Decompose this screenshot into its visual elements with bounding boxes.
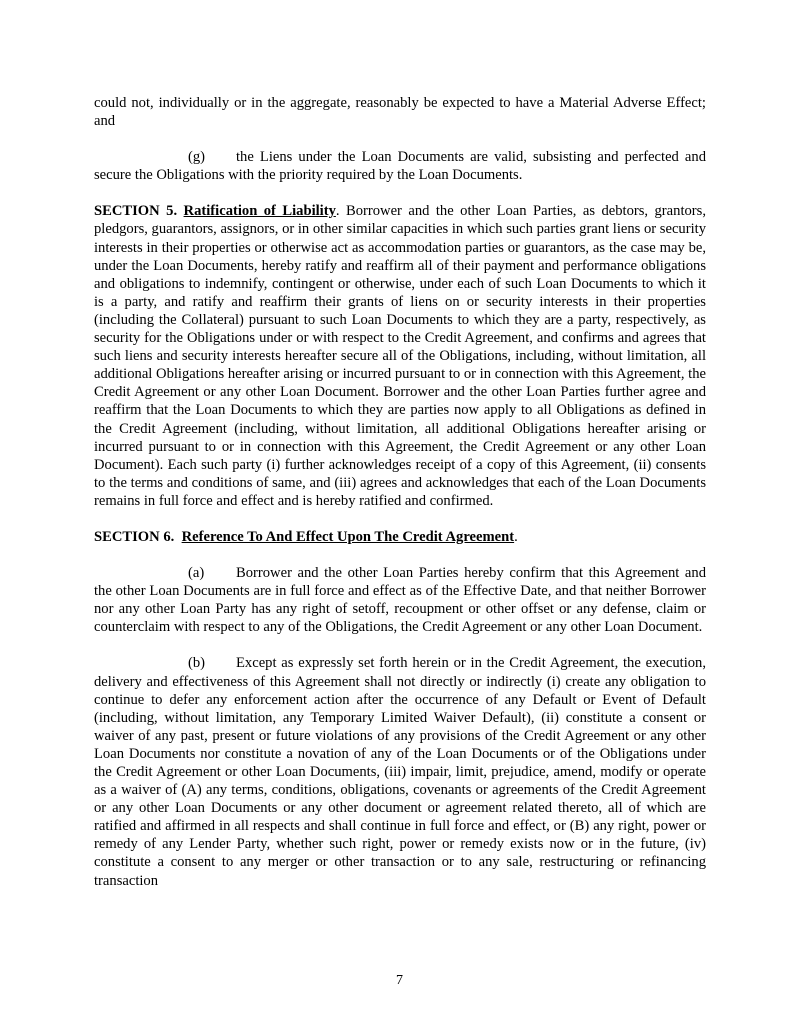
- spacer: [94, 184, 706, 202]
- section-5-body: . Borrower and the other Loan Parties, as debtors, grantors, pledgors, guarantors, assignors, or in other similar capacities in which such parties grant liens or security interests in their properties or otherwise act as accommodation parties or guarantors, as the case may be, under the Loan Documents, hereby ratify and reaffirm all of their payment and performance obligations and obligations to indemnify, contingent or otherwise, under each of such Loan Documents to which it is a party, and ratify and reaffirm their grants of liens on or security interests in their properties (including the Collateral) pursuant to such Loan Documents to which they are a party, respectively, as security for the Obligations under or with respect to the Credit Agreement, and confirms and agrees that such liens and security interests hereafter secure all of the Obligations, including, without limitation, all additional Obligations hereafter arising or incurred pursuant to or in connection with this Agreement, the Credit Agreement or any other Loan Document. Borrower and the other Loan Parties further agree and reaffirm that the Loan Documents to which they are parties now apply to all Obligations as defined in the Credit Agreement (including, without limitation, all additional Obligations hereafter arising or incurred pursuant to or in connection with this Agreement, the Credit Agreement or any other Loan Document). Each such party (i) further acknowledges receipt of a copy of this Agreement, (ii) consents to the terms and conditions of same, and (iii) agrees and acknowledges that each of the Loan Documents remains in full force and effect and is hereby ratified and confirmed.: [94, 203, 706, 509]
- section-5-number: SECTION 5.: [94, 203, 178, 220]
- section-6-paragraph-a: [94, 564, 706, 636]
- paragraph-f-continuation: could not, individually or in the aggregate, reasonably be expected to have a Material Adverse Effect; and: [94, 95, 706, 130]
- paragraph-g-text: the Liens under the Loan Documents are valid, subsisting and perfected and secure the Obligations with the priority required by the Loan Documents.: [94, 149, 706, 184]
- section-6-paragraph-a-label: (a): [188, 565, 205, 582]
- paragraph-g-label: (g): [188, 149, 206, 166]
- section-6-paragraph-b-text: Except as expressly set forth herein or in the Credit Agreement, the execution, delivery and effectiveness of this Agreement shall not directly or indirectly (i) create any obligation to continue to defer any enforcement action after the occurrence of any Default or Event of Default (including, without limitation, any Temporary Limited Waiver Default), (ii) constitute a consent or waiver of any past, present or future violations of any provisions of the Credit Agreement or any other Loan Documents nor constitute a novation of any of the Loan Documents or of the Obligations under the Credit Agreement or other Loan Documents, (iii) impair, limit, prejudice, amend, modify or operate as a waiver of (A) any terms, conditions, obligations, covenants or agreements of the Credit Agreement or any other Loan Documents or any other document or agreement related thereto, all of which are ratified and affirmed in all respects and shall continue in full force and effect, or (B) any right, power or remedy of any Lender Party, whether such right, power or remedy exists now or in the future, (iv) constitute a consent to any merger or other transaction or to any sale, restructuring or refinancing transaction: [94, 655, 706, 889]
- spacer: [94, 636, 706, 654]
- section-6-number: SECTION 6.: [94, 528, 175, 545]
- spacer: [94, 510, 706, 528]
- spacer: [94, 130, 706, 148]
- section-6-heading: [94, 528, 706, 546]
- section-6-paragraph-a-text: Borrower and the other Loan Parties hereby confirm that this Agreement and the other Loan Documents are in full force and effect as of the Effective Date, and that neither Borrower nor any other Loan Party has any right of setoff, recoupment or other offset or any defense, claim or counterclaim with respect to any of the Obligations, the Credit Agreement or any other Loan Document.: [94, 565, 706, 636]
- section-6-paragraph-b-label: (b): [188, 655, 206, 672]
- paragraph-g: [94, 148, 706, 184]
- page-number: 7: [396, 973, 403, 988]
- section-6-paragraph-b: [94, 654, 706, 889]
- section-5: [94, 202, 706, 510]
- section-6-title: Reference To And Effect Upon The Credit Agreement: [181, 528, 515, 545]
- document-page: [94, 94, 706, 890]
- section-5-title: Ratification of Liability: [183, 203, 336, 220]
- spacer: [94, 546, 706, 564]
- section-6-title-end: .: [514, 528, 518, 545]
